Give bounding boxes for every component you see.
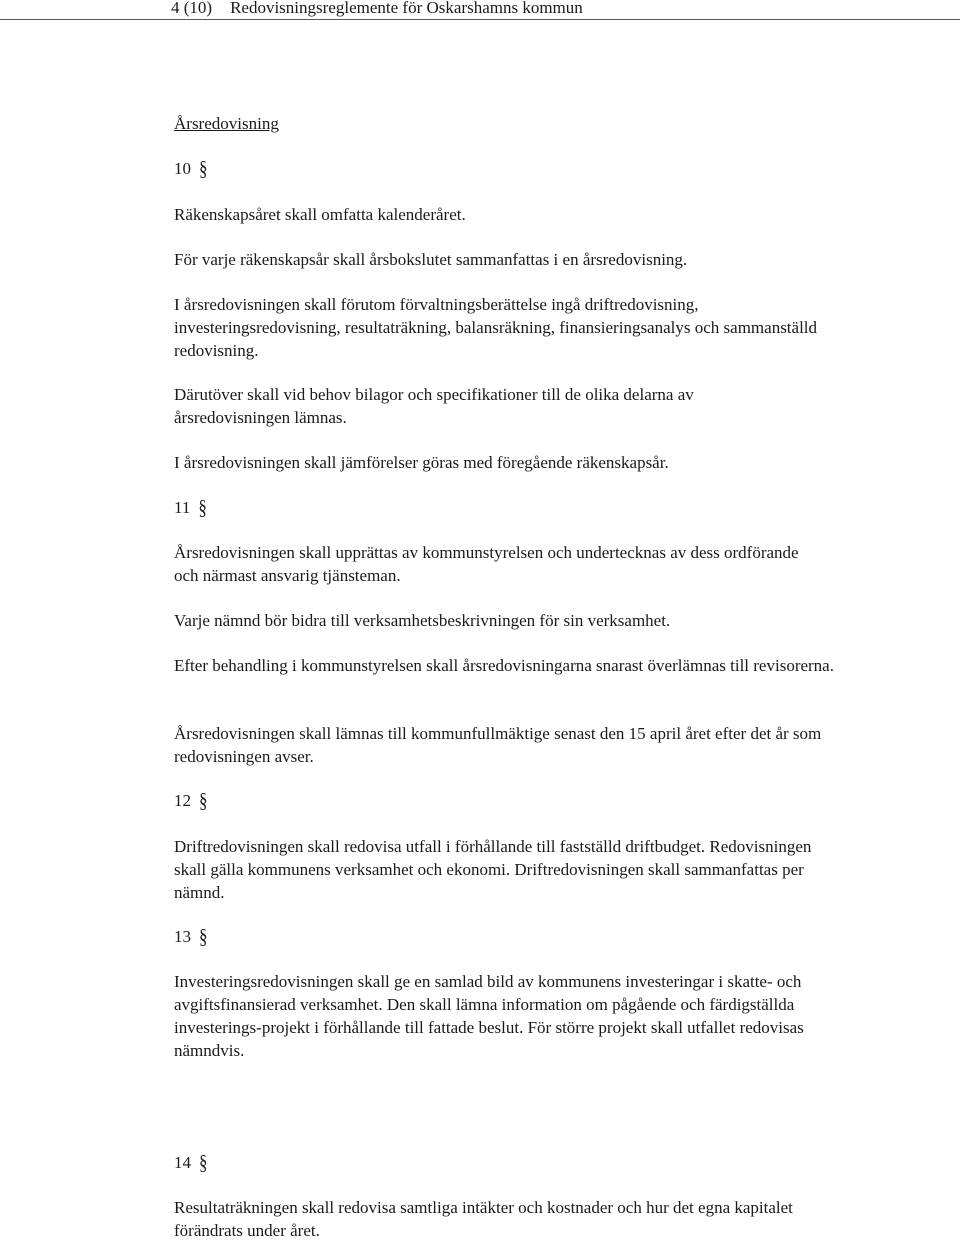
section-heading-14 <box>174 1151 208 1174</box>
section-number: 14 <box>174 1153 191 1172</box>
paragraph: Resultaträkningen skall redovisa samtliga intäkter och kostnader och hur det egna kapitalet förändrats under året. <box>174 1198 793 1240</box>
section-number: 11 <box>174 498 191 517</box>
paragraph: I årsredovisningen skall jämförelser göras med föregående räkenskapsår. <box>174 453 669 472</box>
page-number: 4 (10) <box>171 0 213 17</box>
section-heading-12 <box>174 789 208 812</box>
paragraph: Årsredovisningen skall upprättas av kommunstyrelsen och undertecknas av dess ordförande och närmast ansvarig tjänsteman. <box>174 543 799 585</box>
section-number: 10 <box>174 159 191 178</box>
page-header <box>0 0 960 20</box>
section-symbol: § <box>199 788 208 813</box>
section-heading-13 <box>174 925 208 948</box>
section-symbol: § <box>199 156 208 181</box>
section-symbol: § <box>199 924 208 949</box>
paragraph: Räkenskapsåret skall omfatta kalenderåret. <box>174 205 466 224</box>
paragraph: I årsredovisningen skall förutom förvaltningsberättelse ingå driftredovisning, investeringsredovisning, resultaträkning, balansräkning, finansieringsanalys och sammanställd redovisning. <box>174 295 818 360</box>
section-heading-10 <box>174 157 208 180</box>
section-heading-11 <box>174 496 207 519</box>
paragraph: Investeringsredovisningen skall ge en samlad bild av kommunens investeringar i skatte- och avgiftsfinansierad verksamhet. Den skall lämna information om pågående och färdigställda investerings-projekt i förhållande till fattade beslut. För större projekt skall utfallet redovisas nämndvis. <box>174 972 804 1060</box>
section-symbol: § <box>198 495 207 520</box>
section-symbol: § <box>199 1150 208 1175</box>
paragraph: Efter behandling i kommunstyrelsen skall årsredovisningarna snarast överlämnas till revisorerna. <box>174 656 834 675</box>
paragraph: Varje nämnd bör bidra till verksamhetsbeskrivningen för sin verksamhet. <box>174 611 671 630</box>
section-title: Årsredovisning <box>174 114 279 133</box>
header-text <box>171 0 583 19</box>
paragraph: Därutöver skall vid behov bilagor och specifikationer till de olika delarna av årsredovisningen lämnas. <box>174 385 694 427</box>
paragraph: Driftredovisningen skall redovisa utfall i förhållande till fastställd driftbudget. Redovisningen skall gälla kommunens verksamhet och ekonomi. Driftredovisningen skall sammanfattas per nämnd. <box>174 837 812 902</box>
section-number: 12 <box>174 791 191 810</box>
paragraph: För varje räkenskapsår skall årsbokslutet sammanfattas i en årsredovisning. <box>174 250 688 269</box>
section-number: 13 <box>174 927 191 946</box>
paragraph: Årsredovisningen skall lämnas till kommunfullmäktige senast den 15 april året efter det år som redovisningen avser. <box>174 724 822 766</box>
document-title: Redovisningsreglemente för Oskarshamns kommun <box>230 0 583 17</box>
